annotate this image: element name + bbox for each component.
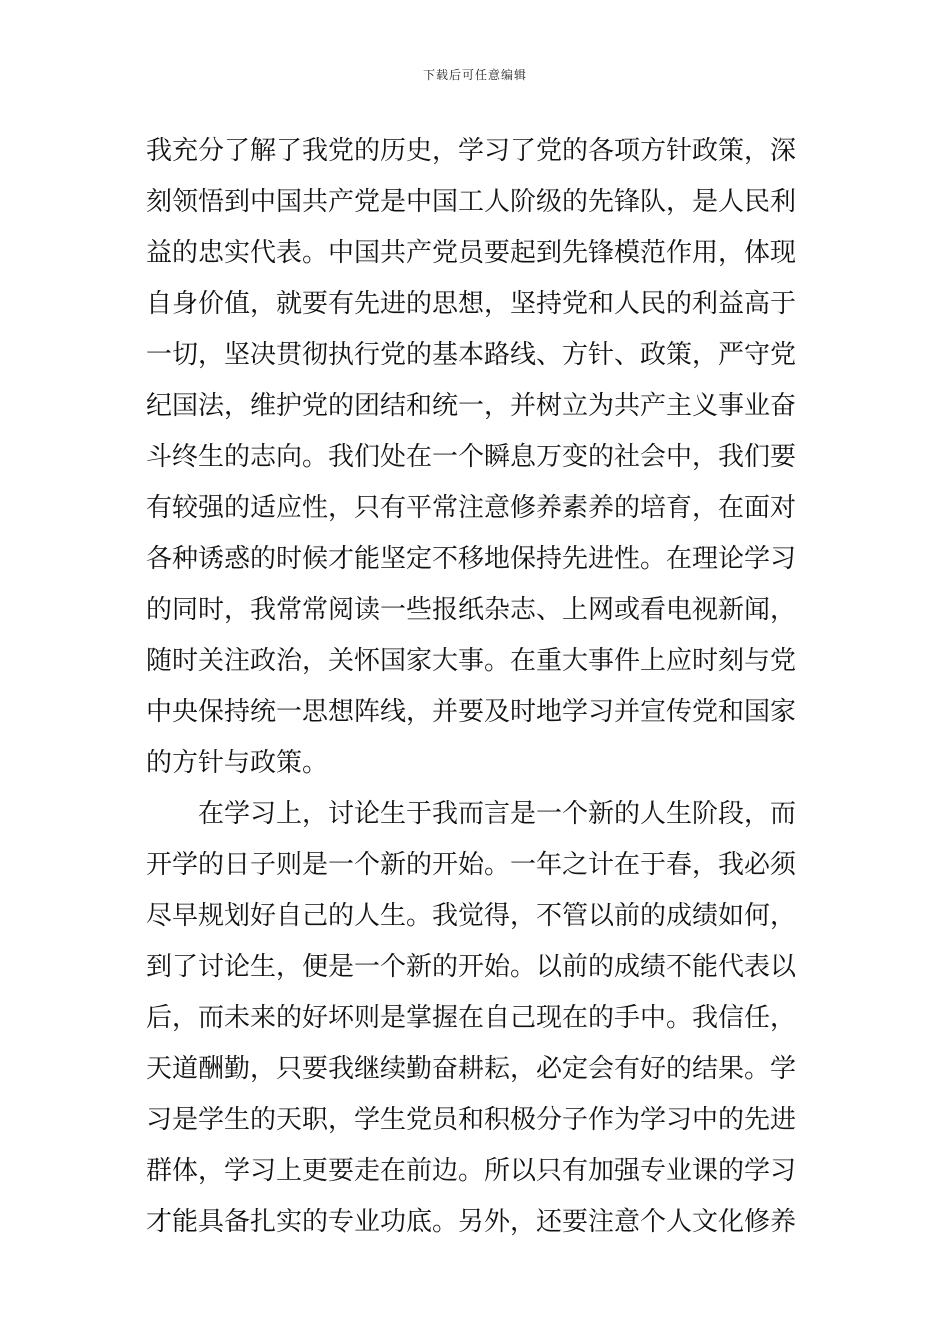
text-line: 才能具备扎实的专业功底。另外，还要注意个人文化修养 [146,1207,797,1237]
text-line: 尽早规划好自己的人生。我觉得，不管以前的成绩如何， [146,901,797,931]
text-line: 天道酬勤，只要我继续勤奋耕耘，必定会有好的结果。学 [146,1054,797,1084]
text-line: 开学的日子则是一个新的开始。一年之计在于春，我必须 [146,850,797,880]
text-line: 到了讨论生，便是一个新的开始。以前的成绩不能代表以 [146,952,797,982]
text-line: 习是学生的天职，学生党员和积极分子作为学习中的先进 [146,1105,797,1135]
text-line: 斗终生的志向。我们处在一个瞬息万变的社会中，我们要 [146,442,797,472]
text-line: 中央保持统一思想阵线，并要及时地学习并宣传党和国家 [146,697,797,727]
text-line: 的同时，我常常阅读一些报纸杂志、上网或看电视新闻， [146,595,797,625]
text-line: 随时关注政治，关怀国家大事。在重大事件上应时刻与党 [146,646,797,676]
text-line: 各种诱惑的时候才能坚定不移地保持先进性。在理论学习 [146,544,797,574]
text-line: 后，而未来的好坏则是掌握在自己现在的手中。我信任， [146,1003,797,1033]
text-line: 益的忠实代表。中国共产党员要起到先锋模范作用，体现 [146,238,797,268]
text-line: 自身价值，就要有先进的思想，坚持党和人民的利益高于 [146,289,797,319]
text-line: 一切，坚决贯彻执行党的基本路线、方针、政策，严守党 [146,340,797,370]
paragraph-1 [146,126,808,789]
text-line: 刻领悟到中国共产党是中国工人阶级的先锋队，是人民利 [146,187,797,217]
text-line: 有较强的适应性，只有平常注意修养素养的培育，在面对 [146,493,797,523]
text-line: 纪国法，维护党的团结和统一，并树立为共产主义事业奋 [146,391,797,421]
header-note: 下载后可任意编辑 [422,68,527,82]
paragraph-2 [146,789,808,1248]
text-line: 群体，学习上更要走在前边。所以只有加强专业课的学习 [146,1156,797,1186]
body-text [146,126,808,1248]
text-line: 在学习上，讨论生于我而言是一个新的人生阶段，而 [198,799,797,829]
text-line: 的方针与政策。 [146,748,329,778]
text-line: 我充分了解了我党的历史，学习了党的各项方针政策，深 [146,136,797,166]
